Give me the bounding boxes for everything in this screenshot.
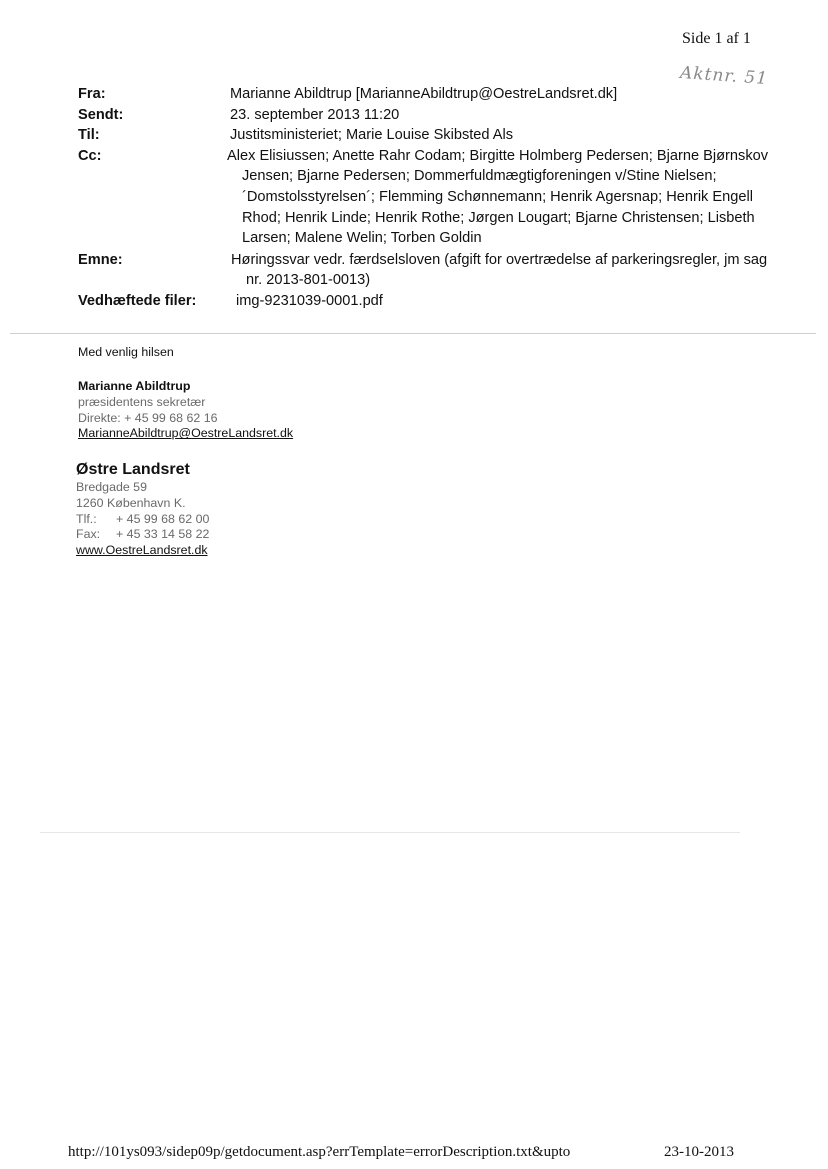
court-street: Bredgade 59 (76, 480, 147, 494)
to-label: Til: (78, 127, 100, 144)
attachment-file[interactable]: img-9231039-0001.pdf (236, 292, 383, 309)
footer-url: http://101ys093/sidep09p/getdocument.asp?errTemplate=errorDescription.txt&upto (68, 1144, 571, 1160)
court-phone-line (76, 512, 209, 528)
subject-value: Høringssvar vedr. færdselsloven (afgift for overtrædelse af parkeringsregler, jm sag nr. 2013-801-0013) (231, 251, 768, 289)
sent-label: Sendt: (78, 106, 124, 123)
greeting: Med venlig hilsen (78, 345, 174, 359)
page-number: Side 1 af 1 (682, 30, 751, 47)
print-footer (68, 1144, 734, 1161)
handwritten-note: Aktnr. 51 (679, 62, 769, 90)
signature-direct-phone: Direkte: + 45 99 68 62 16 (78, 410, 218, 425)
attachments-row (78, 291, 778, 312)
signature-block (78, 379, 293, 442)
court-phone-label: Tlf.: (76, 511, 97, 526)
court-fax: + 45 33 14 58 22 (116, 527, 210, 542)
cc-row (78, 146, 778, 249)
footer-date: 23-10-2013 (664, 1144, 734, 1160)
signature-name: Marianne Abildtrup (78, 379, 191, 393)
to-row (78, 125, 778, 146)
court-block (76, 460, 209, 559)
subject-label: Emne: (78, 251, 123, 268)
from-value[interactable]: Marianne Abildtrup [MarianneAbildtrup@OestreLandsret.dk] (230, 86, 618, 102)
court-fax-label: Fax: (76, 527, 101, 542)
attachments-label: Vedhæftede filer: (78, 292, 197, 309)
to-value: Justitsministeriet; Marie Louise Skibsted Als (230, 127, 514, 144)
court-city: 1260 København K. (76, 495, 186, 510)
court-name: Østre Landsret (76, 461, 190, 478)
sent-value: 23. september 2013 11:20 (230, 106, 400, 123)
scan-divider (40, 832, 740, 833)
email-header (78, 84, 778, 312)
from-label: Fra: (78, 86, 106, 102)
court-phone: + 45 99 68 62 00 (116, 511, 210, 526)
from-row (78, 84, 778, 105)
cc-label: Cc: (78, 147, 102, 164)
header-divider (10, 333, 816, 334)
signature-title: præsidentens sekretær (78, 394, 206, 409)
signature-email-link[interactable]: MarianneAbildtrup@OestreLandsret.dk (78, 426, 294, 441)
sent-row (78, 105, 778, 126)
court-fax-line (76, 527, 209, 543)
cc-value: Alex Elisiussen; Anette Rahr Codam; Birgitte Holmberg Pedersen; Bjarne Bjørnskov Jensen; Bjarne Pedersen; Dommerfuldmægtigforeningen v/Stine Nielsen; ´Domstolsstyrelsen´; Flemming Schønnemann; Henrik Agersnap; Henrik Engell Rhod; Henrik Linde; Henrik Rothe; Jørgen Lougart; Bjarne Christensen; Lisbeth Larsen; Malene Welin; Torben Goldin (227, 147, 769, 247)
court-website-link[interactable]: www.OestreLandsret.dk (76, 543, 208, 558)
subject-row (78, 250, 778, 291)
